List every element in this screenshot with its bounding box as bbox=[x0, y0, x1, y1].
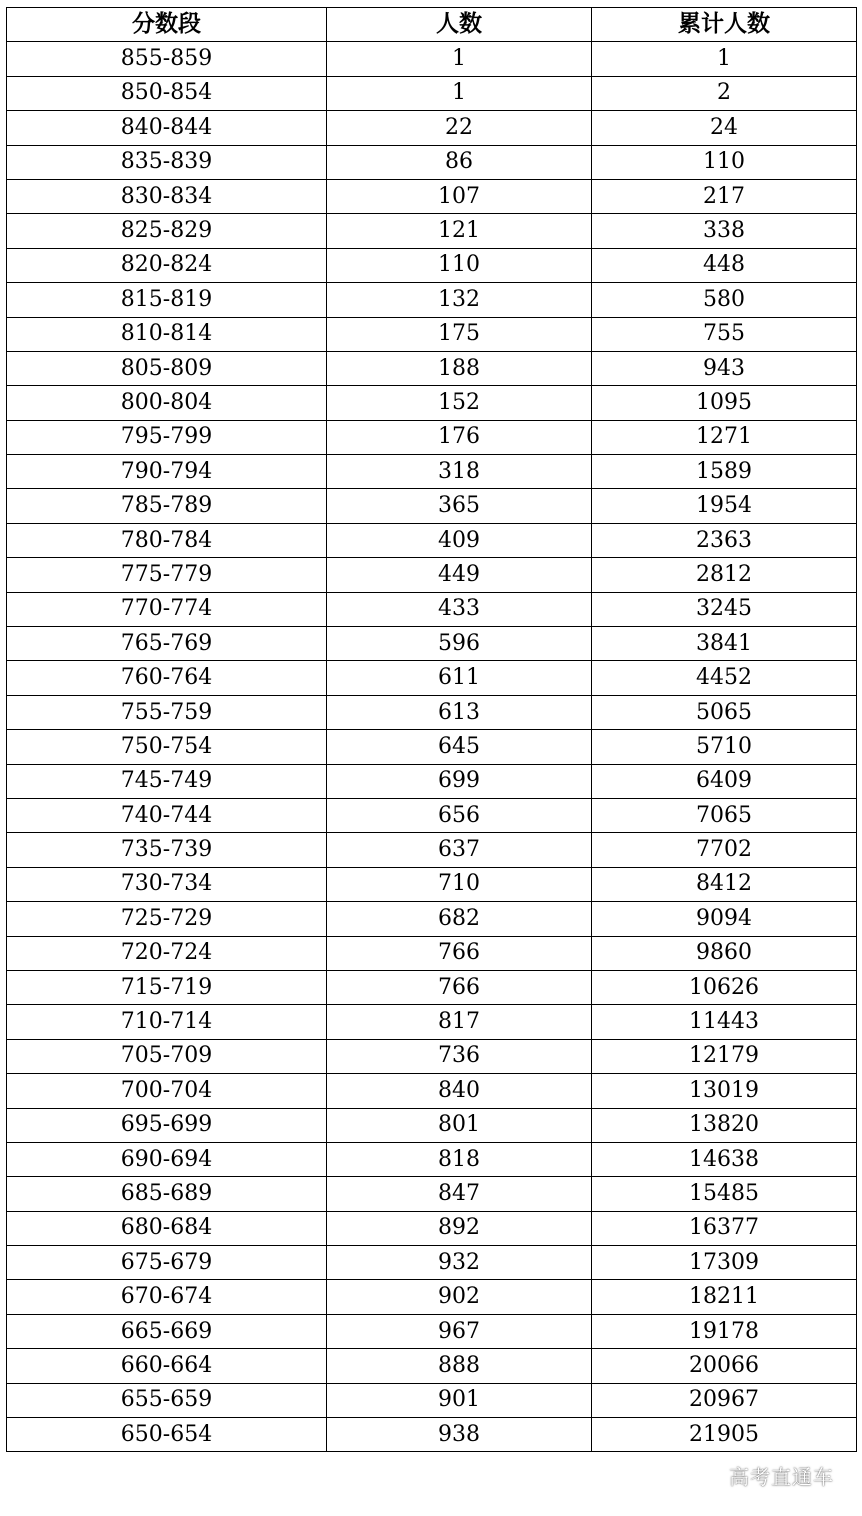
cell-score-range: 760-764 bbox=[7, 661, 327, 695]
cell-cumulative: 1271 bbox=[592, 420, 857, 454]
cell-score-range: 850-854 bbox=[7, 76, 327, 110]
cell-score-range: 695-699 bbox=[7, 1108, 327, 1142]
cell-score-range: 815-819 bbox=[7, 283, 327, 317]
cell-score-range: 800-804 bbox=[7, 386, 327, 420]
cell-cumulative: 20066 bbox=[592, 1349, 857, 1383]
cell-score-range: 705-709 bbox=[7, 1039, 327, 1073]
cell-count: 613 bbox=[327, 695, 592, 729]
table-row bbox=[7, 1108, 857, 1142]
table-row bbox=[7, 970, 857, 1004]
cell-cumulative: 6409 bbox=[592, 764, 857, 798]
table-row bbox=[7, 1246, 857, 1280]
table-row bbox=[7, 386, 857, 420]
cell-score-range: 805-809 bbox=[7, 351, 327, 385]
table-row bbox=[7, 248, 857, 282]
cell-score-range: 675-679 bbox=[7, 1246, 327, 1280]
cell-count: 433 bbox=[327, 592, 592, 626]
cell-cumulative: 7065 bbox=[592, 798, 857, 832]
cell-count: 121 bbox=[327, 214, 592, 248]
cell-count: 656 bbox=[327, 798, 592, 832]
cell-count: 967 bbox=[327, 1314, 592, 1348]
cell-count: 902 bbox=[327, 1280, 592, 1314]
cell-cumulative: 12179 bbox=[592, 1039, 857, 1073]
cell-score-range: 725-729 bbox=[7, 902, 327, 936]
cell-count: 188 bbox=[327, 351, 592, 385]
table-row bbox=[7, 179, 857, 213]
cell-cumulative: 755 bbox=[592, 317, 857, 351]
cell-count: 766 bbox=[327, 936, 592, 970]
table-row bbox=[7, 42, 857, 76]
header-score-range: 分数段 bbox=[7, 8, 327, 42]
header-row bbox=[7, 8, 857, 42]
table-row bbox=[7, 1211, 857, 1245]
cell-count: 176 bbox=[327, 420, 592, 454]
cell-count: 840 bbox=[327, 1074, 592, 1108]
cell-count: 611 bbox=[327, 661, 592, 695]
cell-score-range: 710-714 bbox=[7, 1005, 327, 1039]
cell-cumulative: 13019 bbox=[592, 1074, 857, 1108]
table-row bbox=[7, 1142, 857, 1176]
cell-cumulative: 448 bbox=[592, 248, 857, 282]
table-body bbox=[7, 42, 857, 1452]
cell-count: 110 bbox=[327, 248, 592, 282]
cell-count: 449 bbox=[327, 558, 592, 592]
cell-score-range: 765-769 bbox=[7, 627, 327, 661]
table-row bbox=[7, 764, 857, 798]
table-row bbox=[7, 455, 857, 489]
table-row bbox=[7, 902, 857, 936]
cell-count: 596 bbox=[327, 627, 592, 661]
cell-score-range: 685-689 bbox=[7, 1177, 327, 1211]
cell-score-range: 790-794 bbox=[7, 455, 327, 489]
cell-score-range: 690-694 bbox=[7, 1142, 327, 1176]
header-cumulative: 累计人数 bbox=[592, 8, 857, 42]
cell-score-range: 780-784 bbox=[7, 523, 327, 557]
cell-count: 932 bbox=[327, 1246, 592, 1280]
cell-cumulative: 24 bbox=[592, 111, 857, 145]
table-row bbox=[7, 1005, 857, 1039]
table-row bbox=[7, 798, 857, 832]
table-row bbox=[7, 351, 857, 385]
cell-cumulative: 5065 bbox=[592, 695, 857, 729]
table-row bbox=[7, 695, 857, 729]
cell-count: 901 bbox=[327, 1383, 592, 1417]
cell-score-range: 785-789 bbox=[7, 489, 327, 523]
cell-count: 22 bbox=[327, 111, 592, 145]
table-row bbox=[7, 592, 857, 626]
table-row bbox=[7, 1280, 857, 1314]
cell-score-range: 750-754 bbox=[7, 730, 327, 764]
cell-count: 888 bbox=[327, 1349, 592, 1383]
cell-count: 801 bbox=[327, 1108, 592, 1142]
cell-score-range: 830-834 bbox=[7, 179, 327, 213]
cell-cumulative: 5710 bbox=[592, 730, 857, 764]
cell-count: 1 bbox=[327, 42, 592, 76]
table-row bbox=[7, 145, 857, 179]
cell-cumulative: 8412 bbox=[592, 867, 857, 901]
cell-score-range: 835-839 bbox=[7, 145, 327, 179]
cell-score-range: 855-859 bbox=[7, 42, 327, 76]
table-row bbox=[7, 936, 857, 970]
table-header bbox=[7, 8, 857, 42]
cell-cumulative: 9860 bbox=[592, 936, 857, 970]
cell-cumulative: 338 bbox=[592, 214, 857, 248]
cell-score-range: 770-774 bbox=[7, 592, 327, 626]
table-row bbox=[7, 1314, 857, 1348]
cell-count: 409 bbox=[327, 523, 592, 557]
cell-cumulative: 1 bbox=[592, 42, 857, 76]
cell-score-range: 810-814 bbox=[7, 317, 327, 351]
cell-cumulative: 3841 bbox=[592, 627, 857, 661]
cell-count: 938 bbox=[327, 1418, 592, 1452]
cell-count: 86 bbox=[327, 145, 592, 179]
cell-score-range: 680-684 bbox=[7, 1211, 327, 1245]
cell-score-range: 720-724 bbox=[7, 936, 327, 970]
table-row bbox=[7, 1039, 857, 1073]
header-count: 人数 bbox=[327, 8, 592, 42]
table-row bbox=[7, 214, 857, 248]
watermark: 高考直通车 bbox=[729, 1465, 834, 1489]
score-distribution-table bbox=[6, 7, 857, 1452]
cell-count: 318 bbox=[327, 455, 592, 489]
cell-cumulative: 2363 bbox=[592, 523, 857, 557]
cell-cumulative: 9094 bbox=[592, 902, 857, 936]
cell-score-range: 740-744 bbox=[7, 798, 327, 832]
cell-cumulative: 13820 bbox=[592, 1108, 857, 1142]
table-row bbox=[7, 1418, 857, 1452]
cell-cumulative: 10626 bbox=[592, 970, 857, 1004]
table-row bbox=[7, 111, 857, 145]
cell-cumulative: 14638 bbox=[592, 1142, 857, 1176]
cell-cumulative: 1589 bbox=[592, 455, 857, 489]
table-row bbox=[7, 558, 857, 592]
table-row bbox=[7, 1349, 857, 1383]
table-row bbox=[7, 420, 857, 454]
cell-score-range: 650-654 bbox=[7, 1418, 327, 1452]
cell-score-range: 775-779 bbox=[7, 558, 327, 592]
cell-cumulative: 18211 bbox=[592, 1280, 857, 1314]
cell-cumulative: 15485 bbox=[592, 1177, 857, 1211]
cell-cumulative: 2 bbox=[592, 76, 857, 110]
table-row bbox=[7, 1074, 857, 1108]
cell-count: 892 bbox=[327, 1211, 592, 1245]
cell-count: 766 bbox=[327, 970, 592, 1004]
table-row bbox=[7, 489, 857, 523]
cell-cumulative: 16377 bbox=[592, 1211, 857, 1245]
table-row bbox=[7, 317, 857, 351]
cell-count: 645 bbox=[327, 730, 592, 764]
cell-score-range: 745-749 bbox=[7, 764, 327, 798]
cell-count: 1 bbox=[327, 76, 592, 110]
cell-score-range: 730-734 bbox=[7, 867, 327, 901]
cell-count: 365 bbox=[327, 489, 592, 523]
cell-score-range: 825-829 bbox=[7, 214, 327, 248]
cell-cumulative: 217 bbox=[592, 179, 857, 213]
cell-score-range: 820-824 bbox=[7, 248, 327, 282]
cell-count: 682 bbox=[327, 902, 592, 936]
cell-count: 710 bbox=[327, 867, 592, 901]
cell-count: 107 bbox=[327, 179, 592, 213]
table-row bbox=[7, 283, 857, 317]
cell-cumulative: 4452 bbox=[592, 661, 857, 695]
cell-score-range: 670-674 bbox=[7, 1280, 327, 1314]
cell-cumulative: 19178 bbox=[592, 1314, 857, 1348]
cell-score-range: 735-739 bbox=[7, 833, 327, 867]
cell-count: 817 bbox=[327, 1005, 592, 1039]
cell-count: 736 bbox=[327, 1039, 592, 1073]
cell-cumulative: 7702 bbox=[592, 833, 857, 867]
cell-cumulative: 1954 bbox=[592, 489, 857, 523]
cell-cumulative: 17309 bbox=[592, 1246, 857, 1280]
cell-cumulative: 943 bbox=[592, 351, 857, 385]
cell-count: 152 bbox=[327, 386, 592, 420]
cell-score-range: 715-719 bbox=[7, 970, 327, 1004]
cell-score-range: 665-669 bbox=[7, 1314, 327, 1348]
cell-count: 637 bbox=[327, 833, 592, 867]
cell-cumulative: 110 bbox=[592, 145, 857, 179]
cell-score-range: 700-704 bbox=[7, 1074, 327, 1108]
cell-cumulative: 21905 bbox=[592, 1418, 857, 1452]
cell-score-range: 840-844 bbox=[7, 111, 327, 145]
cell-score-range: 755-759 bbox=[7, 695, 327, 729]
cell-cumulative: 20967 bbox=[592, 1383, 857, 1417]
cell-count: 132 bbox=[327, 283, 592, 317]
table-row bbox=[7, 627, 857, 661]
cell-cumulative: 580 bbox=[592, 283, 857, 317]
cell-cumulative: 11443 bbox=[592, 1005, 857, 1039]
table-row bbox=[7, 523, 857, 557]
cell-cumulative: 1095 bbox=[592, 386, 857, 420]
cell-cumulative: 3245 bbox=[592, 592, 857, 626]
table-row bbox=[7, 867, 857, 901]
cell-count: 175 bbox=[327, 317, 592, 351]
table-row bbox=[7, 730, 857, 764]
table-row bbox=[7, 661, 857, 695]
table-row bbox=[7, 1177, 857, 1211]
cell-score-range: 795-799 bbox=[7, 420, 327, 454]
table-row bbox=[7, 833, 857, 867]
cell-count: 818 bbox=[327, 1142, 592, 1176]
table-row bbox=[7, 76, 857, 110]
cell-score-range: 655-659 bbox=[7, 1383, 327, 1417]
table-row bbox=[7, 1383, 857, 1417]
cell-count: 847 bbox=[327, 1177, 592, 1211]
cell-count: 699 bbox=[327, 764, 592, 798]
cell-cumulative: 2812 bbox=[592, 558, 857, 592]
cell-score-range: 660-664 bbox=[7, 1349, 327, 1383]
